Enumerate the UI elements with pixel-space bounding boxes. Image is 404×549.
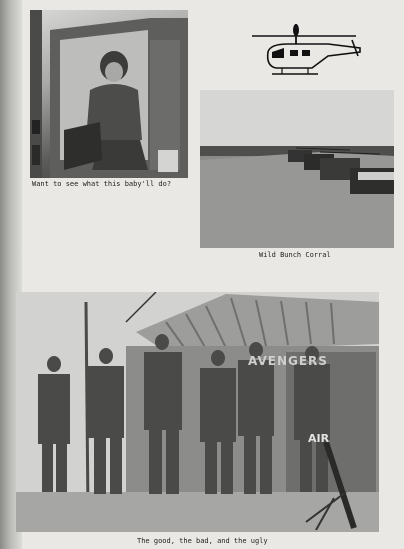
caption-corral: Wild Bunch Corral — [259, 251, 331, 259]
caption-group: The good, the bad, and the ugly — [137, 537, 268, 545]
building-sign: AVENGERS — [248, 354, 328, 368]
photo-wild-bunch-corral — [200, 90, 394, 248]
helicopter-drawing-icon — [248, 22, 364, 80]
photo-group-soldiers — [16, 292, 379, 532]
photo-cockpit-pilot — [30, 10, 188, 178]
caption-cockpit: Want to see what this baby'll do? — [32, 180, 172, 188]
door-sign: AIR — [308, 432, 330, 445]
